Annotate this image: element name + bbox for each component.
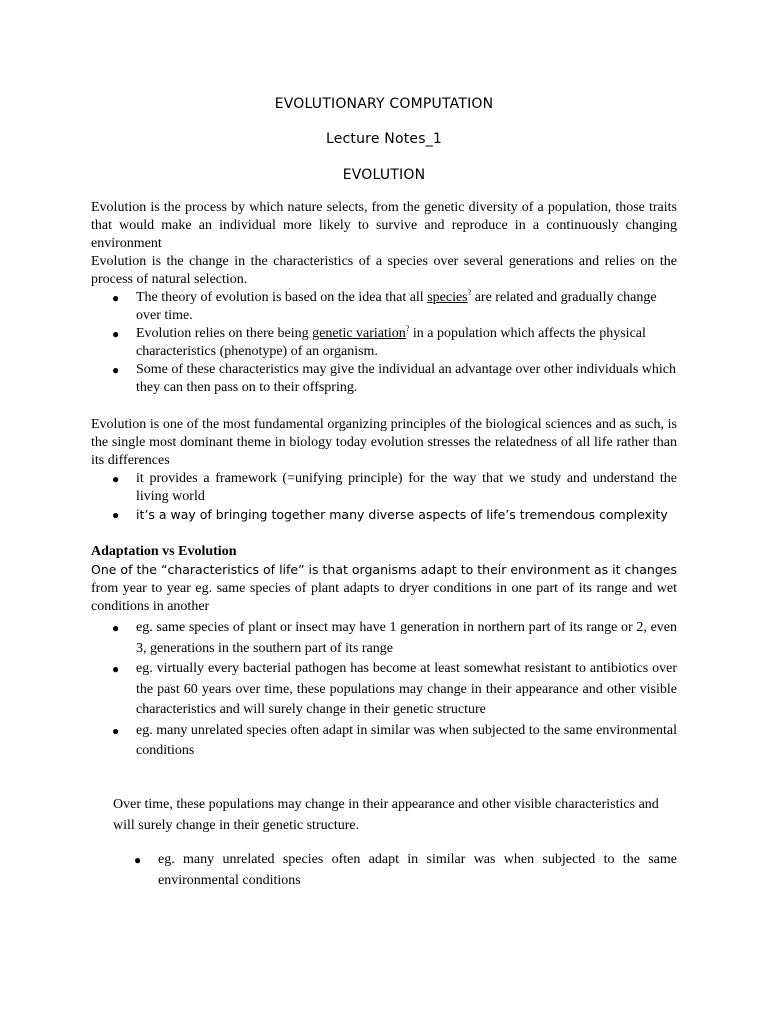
fundamental-paragraph: Evolution is one of the most fundamental organizing principles of the biological sciences and as such, is the single most dominant theme in biology today evolution stresses the relatedness of all life rather than its differences <box>91 417 677 468</box>
list-item: ● eg. many unrelated species often adapt in similar was when subjected to the same environmental conditions <box>112 722 677 758</box>
list-item: ● The theory of evolution is based on the idea that all species? are related and gradually change over time. <box>112 288 657 323</box>
bullet-icon: ● <box>112 508 120 522</box>
list-item: ● it’s a way of bringing together many diverse aspects of life’s tremendous complexity <box>112 507 668 522</box>
document-title: EVOLUTIONARY COMPUTATION <box>274 96 494 112</box>
bullet-icon: ● <box>112 363 120 377</box>
adaptation-paragraph: One of the “characteristics of life” is that organisms adapt to their environment as it changes from year to year eg. same species of plant adapts to dryer conditions in one part of its range and wet conditions in another <box>91 562 677 614</box>
fundamental-section <box>91 416 677 525</box>
list-item: ● Some of these characteristics may give the individual an advantage over other individuals which they can then pass on to their offspring. <box>112 362 676 395</box>
list-item: ● Evolution relies on there being genetic variation? in a population which affects the physical characteristics (phenotype) of an organism. <box>112 324 646 359</box>
intro-section <box>91 199 677 397</box>
bullet-icon: ● <box>112 723 120 738</box>
bullet-icon: ● <box>134 853 142 867</box>
bullet-icon: ● <box>112 621 120 635</box>
species-link[interactable]: species <box>427 290 468 305</box>
adaptation-heading: Adaptation vs Evolution <box>91 544 237 559</box>
genetic-variation-link[interactable]: genetic variation <box>312 326 406 341</box>
list-item: ● it provides a framework (=unifying principle) for the way that we study and understand the living world <box>112 471 677 504</box>
bullet-icon: ● <box>112 472 120 486</box>
list-item: ● eg. virtually every bacterial pathogen has become at least somewhat resistant to antibiotics over the past 60 years over time, these populations may change in their appearance and other visible characteristics and will surely change in their genetic structure <box>112 661 677 717</box>
final-bullet-list <box>113 850 677 891</box>
fundamental-bullet-list <box>91 470 677 525</box>
bullet-icon: ● <box>112 662 120 676</box>
list-item: ● eg. same species of plant or insect may have 1 generation in northern part of its range or 2, even 3, generations in the southern part of its range <box>112 620 677 656</box>
bullet-icon: ● <box>112 327 120 341</box>
intro-paragraph-1: Evolution is the process by which nature selects, from the genetic diversity of a population, those traits that would make an individual more likely to survive and reproduce in a continuously changing environment <box>91 200 677 251</box>
intro-paragraph-2: Evolution is the change in the characteristics of a species over several generations and relies on the process of natural selection. <box>91 254 677 287</box>
document-subtitle: Lecture Notes_1 <box>325 131 443 147</box>
footnote-marker: ? <box>405 324 410 333</box>
adaptation-bullet-list <box>91 618 677 762</box>
adaptation-section <box>91 543 677 762</box>
overtime-paragraph: Over time, these populations may change in their appearance and other visible characteristics and will surely change in their genetic structure. <box>113 797 659 833</box>
bullet-icon: ● <box>112 291 120 305</box>
section-heading: EVOLUTION <box>342 167 426 183</box>
list-item: ● eg. many unrelated species often adapt in similar was when subjected to the same environmental conditions <box>134 852 677 888</box>
intro-bullet-list <box>91 289 677 397</box>
final-bullet-section <box>113 850 677 891</box>
footnote-marker: ? <box>467 288 472 297</box>
